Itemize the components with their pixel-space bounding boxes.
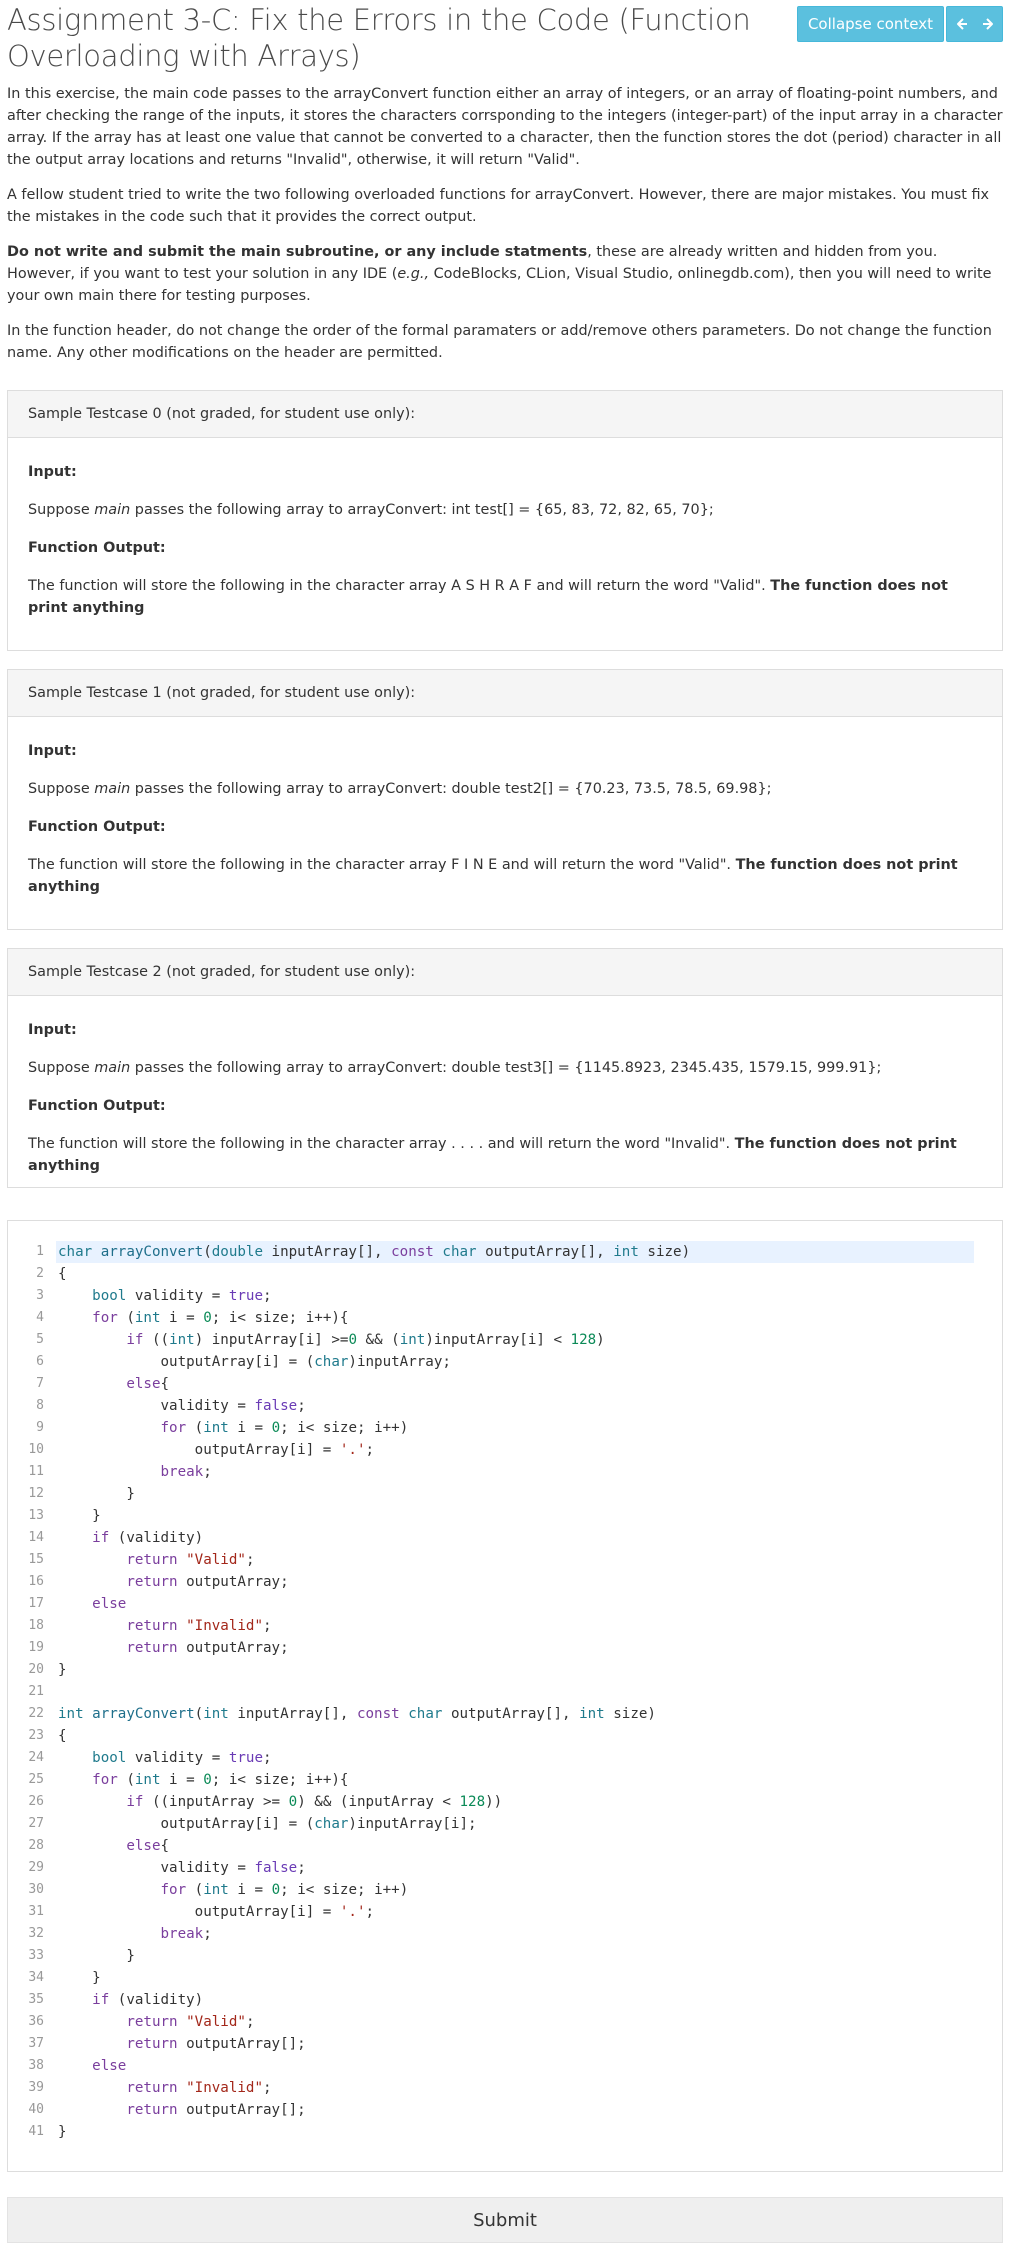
code-line[interactable] <box>8 1527 1002 1549</box>
line-number: 19 <box>28 1640 44 1655</box>
instructions-paragraph-3 <box>7 241 1003 307</box>
code-text[interactable]: for (int i = 0; i< size; i++) <box>160 1882 409 1898</box>
line-number: 29 <box>28 1860 44 1875</box>
code-text[interactable]: outputArray[i] = (char)inputArray; <box>58 1354 451 1370</box>
line-number: 11 <box>28 1464 44 1479</box>
instructions-eg: e.g., <box>397 266 430 282</box>
code-line[interactable] <box>8 1703 1002 1725</box>
code-line[interactable] <box>8 1351 1002 1373</box>
code-line[interactable] <box>8 1593 1002 1615</box>
code-text[interactable]: break; <box>160 1926 212 1942</box>
code-line[interactable] <box>8 1769 1002 1791</box>
instructions <box>7 83 1003 377</box>
code-text[interactable]: int arrayConvert(int inputArray[], const char outputArray[], int size) <box>58 1706 656 1722</box>
line-number: 33 <box>28 1948 44 1963</box>
code-text[interactable]: } <box>58 1508 101 1524</box>
testcase-panel-0 <box>7 390 1003 651</box>
code-line[interactable] <box>8 1373 1002 1395</box>
line-number: 40 <box>28 2102 44 2117</box>
output-text: The function will store the following in the character array F I N E and will return the word "Valid". The function does not print anything <box>28 857 958 895</box>
top-button-group <box>797 6 1003 42</box>
code-line[interactable] <box>8 1483 1002 1505</box>
code-line[interactable] <box>8 1945 1002 1967</box>
line-number: 9 <box>36 1420 44 1435</box>
code-text[interactable]: else <box>92 1596 127 1612</box>
code-line[interactable] <box>8 2077 1002 2099</box>
code-text[interactable]: outputArray[i] = '.'; <box>58 1442 375 1458</box>
instructions-text: , these are already written and hidden from you. However, if you want to test your solution in any IDE ( <box>7 244 938 282</box>
input-label: Input: <box>28 1022 77 1038</box>
code-text[interactable]: { <box>58 1728 67 1744</box>
output-label: Function Output: <box>28 1098 166 1114</box>
output-text: The function will store the following in the character array . . . . and will return the word "Invalid". The function does not print anything <box>28 1136 957 1174</box>
code-line[interactable] <box>8 1747 1002 1769</box>
code-line[interactable] <box>8 1505 1002 1527</box>
code-text[interactable]: return "Valid"; <box>126 1552 255 1568</box>
code-line[interactable] <box>8 1725 1002 1747</box>
testcase-body <box>8 438 1002 619</box>
testcase-panel-2 <box>7 948 1003 1188</box>
line-number: 26 <box>28 1794 44 1809</box>
code-text[interactable]: return "Valid"; <box>126 2014 255 2030</box>
prev-next-nav-button[interactable] <box>946 6 1003 42</box>
code-text[interactable]: if ((int) inputArray[i] >=0 && (int)inputArray[i] < 128) <box>126 1332 605 1348</box>
code-line[interactable] <box>8 1835 1002 1857</box>
code-text[interactable]: if ((inputArray >= 0) && (inputArray < 128)) <box>126 1794 503 1810</box>
line-number: 8 <box>36 1398 44 1413</box>
code-line[interactable] <box>8 1329 1002 1351</box>
arrow-left-icon[interactable] <box>956 18 968 30</box>
code-lines[interactable] <box>8 1241 1002 2143</box>
submit-button[interactable]: Submit <box>7 2197 1003 2243</box>
code-text[interactable]: bool validity = true; <box>92 1288 272 1304</box>
code-line[interactable] <box>8 1549 1002 1571</box>
code-line[interactable] <box>8 1615 1002 1637</box>
line-number: 25 <box>28 1772 44 1787</box>
code-line[interactable] <box>8 1307 1002 1329</box>
code-text[interactable]: } <box>58 1662 67 1678</box>
line-number: 2 <box>36 1266 44 1281</box>
line-number: 39 <box>28 2080 44 2095</box>
testcase-title: Sample Testcase 2 (not graded, for student use only): <box>8 949 1002 996</box>
line-number: 28 <box>28 1838 44 1853</box>
line-number: 6 <box>36 1354 44 1369</box>
input-label: Input: <box>28 464 77 480</box>
code-text[interactable]: validity = false; <box>58 1860 306 1876</box>
code-text[interactable]: break; <box>160 1464 212 1480</box>
code-text[interactable]: for (int i = 0; i< size; i++) <box>160 1420 409 1436</box>
code-text[interactable]: return "Invalid"; <box>126 1618 272 1634</box>
code-line[interactable] <box>8 1285 1002 1307</box>
line-number: 36 <box>28 2014 44 2029</box>
input-label: Input: <box>28 743 77 759</box>
code-text[interactable]: } <box>58 1486 135 1502</box>
code-text[interactable]: } <box>58 1970 101 1986</box>
code-text[interactable]: { <box>58 1266 67 1282</box>
line-number: 20 <box>28 1662 44 1677</box>
code-line[interactable] <box>8 1461 1002 1483</box>
code-line[interactable] <box>8 1967 1002 1989</box>
testcase-title: Sample Testcase 0 (not graded, for student use only): <box>8 391 1002 438</box>
line-number: 7 <box>36 1376 44 1391</box>
collapse-context-button[interactable]: Collapse context <box>797 6 944 42</box>
instructions-paragraph-2: A fellow student tried to write the two following overloaded functions for arrayConvert. However, there are major mistakes. You must fix the mistakes in the code such that it provides the correct output. <box>7 187 990 225</box>
line-number: 14 <box>28 1530 44 1545</box>
code-text[interactable]: if (validity) <box>92 1530 204 1546</box>
instructions-text: CodeBlocks, CLion, Visual Studio, onlinegdb.com), then you will need to write your own main there for testing purposes. <box>7 266 992 304</box>
line-number: 13 <box>28 1508 44 1523</box>
code-text[interactable]: else <box>92 2058 127 2074</box>
code-text[interactable] <box>56 1681 974 1703</box>
line-number: 27 <box>28 1816 44 1831</box>
line-number: 41 <box>28 2124 44 2139</box>
line-number: 18 <box>28 1618 44 1633</box>
code-line[interactable] <box>8 2033 1002 2055</box>
line-number: 35 <box>28 1992 44 2007</box>
code-line[interactable] <box>8 2121 1002 2143</box>
code-text[interactable]: for (int i = 0; i< size; i++){ <box>92 1310 349 1326</box>
code-line[interactable] <box>8 1791 1002 1813</box>
instructions-paragraph-4: In the function header, do not change the order of the formal paramaters or add/remove others parameters. Do not change the function name. Any other modifications on the header are permitted. <box>7 323 992 361</box>
line-number: 4 <box>36 1310 44 1325</box>
code-text[interactable]: for (int i = 0; i< size; i++){ <box>92 1772 349 1788</box>
code-editor[interactable] <box>7 1220 1003 2172</box>
line-number: 12 <box>28 1486 44 1501</box>
code-text[interactable]: if (validity) <box>92 1992 204 2008</box>
line-number: 3 <box>36 1288 44 1303</box>
line-number: 16 <box>28 1574 44 1589</box>
input-text: Suppose main passes the following array to arrayConvert: double test2[] = {70.23, 73.5, 78.5, 69.98}; <box>28 781 772 797</box>
code-text[interactable]: char arrayConvert(double inputArray[], const char outputArray[], int size) <box>56 1241 974 1263</box>
code-line[interactable] <box>8 2011 1002 2033</box>
code-line[interactable] <box>8 1681 1002 1703</box>
testcase-body <box>8 717 1002 898</box>
code-line[interactable] <box>8 1395 1002 1417</box>
code-line[interactable] <box>8 1241 1002 1263</box>
line-number: 1 <box>36 1244 44 1259</box>
line-number: 34 <box>28 1970 44 1985</box>
line-number: 17 <box>28 1596 44 1611</box>
code-line[interactable] <box>8 1989 1002 2011</box>
line-number: 10 <box>28 1442 44 1457</box>
input-text: Suppose main passes the following array to arrayConvert: double test3[] = {1145.8923, 2345.435, 1579.15, 999.91}; <box>28 1060 882 1076</box>
code-line[interactable] <box>8 1879 1002 1901</box>
line-number: 31 <box>28 1904 44 1919</box>
code-text[interactable]: validity = false; <box>58 1398 306 1414</box>
instructions-paragraph-1: In this exercise, the main code passes to the arrayConvert function either an array of integers, or an array of floating-point numbers, and after checking the range of the inputs, it stores the characters corrsponding to the integers (integer-part) of the input array in a character array. If the array has at least one value that cannot be converted to a character, then the function stores the dot (period) character in all the output array locations and returns "Invalid", otherwise, it will return "Valid". <box>7 86 1003 168</box>
instructions-bold-note: Do not write and submit the main subroutine, or any include statments <box>7 244 588 260</box>
code-line[interactable] <box>8 1637 1002 1659</box>
line-number: 32 <box>28 1926 44 1941</box>
code-line[interactable] <box>8 1417 1002 1439</box>
testcase-panel-1 <box>7 669 1003 930</box>
code-text[interactable]: return outputArray[]; <box>126 2102 306 2118</box>
line-number: 21 <box>28 1684 44 1699</box>
arrow-right-icon[interactable] <box>982 18 994 30</box>
line-number: 5 <box>36 1332 44 1347</box>
code-line[interactable] <box>8 1659 1002 1681</box>
line-number: 30 <box>28 1882 44 1897</box>
testcase-body <box>8 996 1002 1177</box>
code-text[interactable]: bool validity = true; <box>92 1750 272 1766</box>
code-line[interactable] <box>8 1857 1002 1879</box>
code-text[interactable]: outputArray[i] = '.'; <box>58 1904 375 1920</box>
line-number: 23 <box>28 1728 44 1743</box>
code-line[interactable] <box>8 1901 1002 1923</box>
code-line[interactable] <box>8 1923 1002 1945</box>
code-line[interactable] <box>8 1439 1002 1461</box>
line-number: 22 <box>28 1706 44 1721</box>
code-line[interactable] <box>8 2055 1002 2077</box>
code-line[interactable] <box>8 1263 1002 1285</box>
code-line[interactable] <box>8 2099 1002 2121</box>
code-text[interactable]: } <box>58 1948 135 1964</box>
line-number: 37 <box>28 2036 44 2051</box>
output-label: Function Output: <box>28 819 166 835</box>
line-number: 15 <box>28 1552 44 1567</box>
code-line[interactable] <box>8 1813 1002 1835</box>
testcase-title: Sample Testcase 1 (not graded, for student use only): <box>8 670 1002 717</box>
code-line[interactable] <box>8 1571 1002 1593</box>
line-number: 38 <box>28 2058 44 2073</box>
page-title: Assignment 3-C: Fix the Errors in the Code (Function Overloading with Arrays) <box>7 3 751 73</box>
code-text[interactable]: outputArray[i] = (char)inputArray[i]; <box>58 1816 477 1832</box>
code-text[interactable]: return outputArray[]; <box>126 2036 306 2052</box>
input-text: Suppose main passes the following array to arrayConvert: int test[] = {65, 83, 72, 82, 65, 70}; <box>28 502 714 518</box>
code-text[interactable]: return "Invalid"; <box>126 2080 272 2096</box>
code-text[interactable]: else{ <box>126 1376 170 1392</box>
output-label: Function Output: <box>28 540 166 556</box>
code-text[interactable]: else{ <box>126 1838 170 1854</box>
line-number: 24 <box>28 1750 44 1765</box>
code-text[interactable]: } <box>58 2124 67 2140</box>
code-text[interactable]: return outputArray; <box>126 1640 289 1656</box>
output-text: The function will store the following in the character array A S H R A F and will return the word "Valid". The function does not print anything <box>28 578 948 616</box>
code-text[interactable]: return outputArray; <box>126 1574 289 1590</box>
